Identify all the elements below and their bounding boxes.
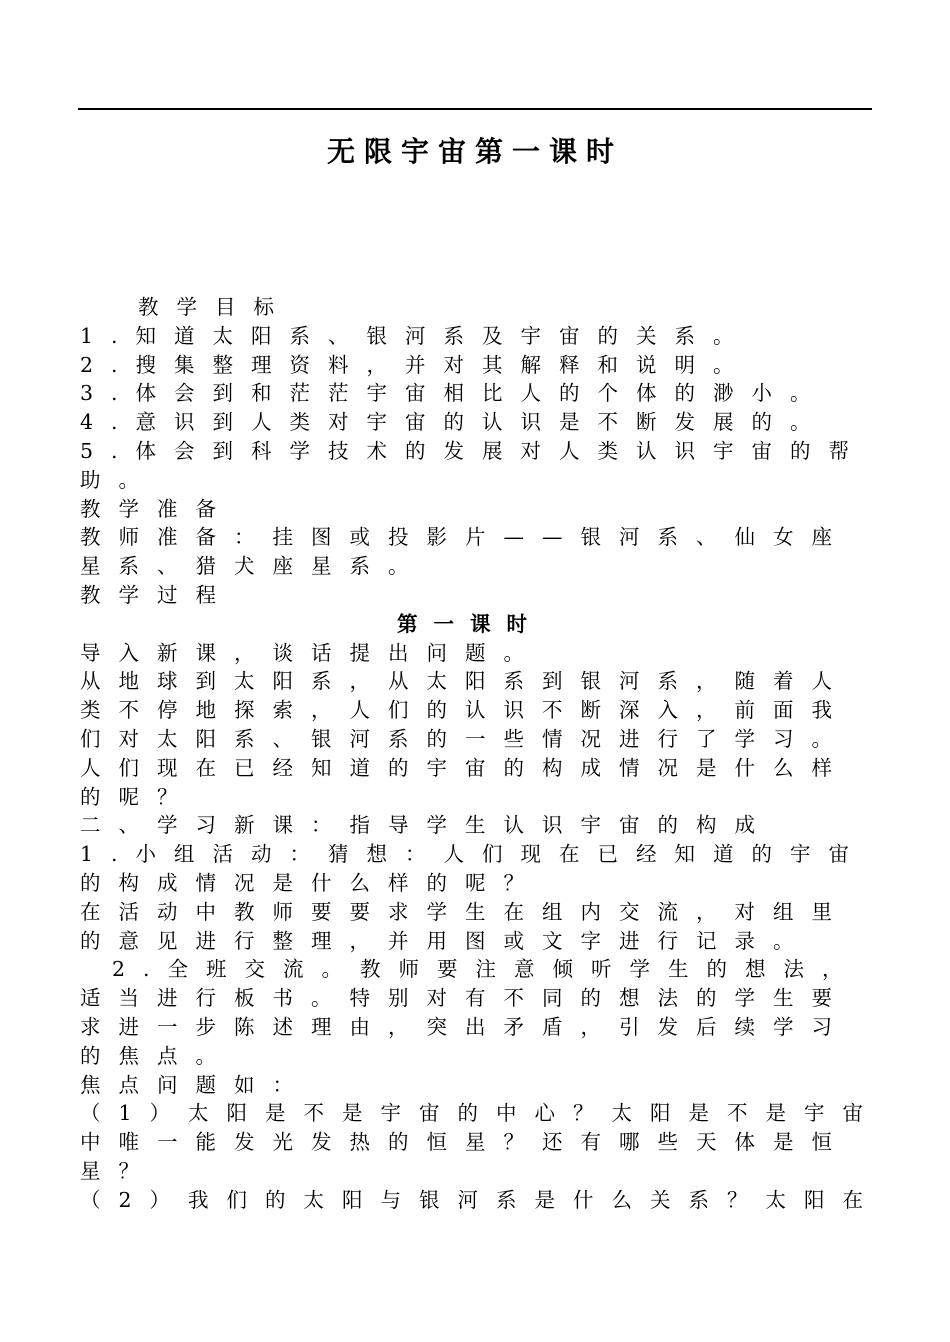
paragraph-line: 在活动中教师要要求学生在组内交流，对组里 — [80, 899, 850, 924]
paragraph-line: 人们现在已经知道的宇宙的构成情况是什么样 — [80, 755, 850, 780]
section-heading-preparation: 教学准备 — [80, 496, 234, 521]
objective-1: 1.知道太阳系、银河系及宇宙的关系。 — [80, 323, 752, 348]
header-rule — [78, 108, 872, 110]
paragraph-line: 星？ — [80, 1158, 157, 1183]
paragraph-line: 适当进行板书。特别对有不同的想法的学生要 — [80, 986, 850, 1011]
objective-2: 2.搜集整理资料，并对其解释和说明。 — [80, 352, 752, 377]
paragraph-line: 中唯一能发光发热的恒星？还有哪些天体是恒 — [80, 1130, 850, 1155]
paragraph-line: 的呢？ — [80, 784, 196, 809]
objective-5: 5.体会到科学技术的发展对人类认识宇宙的帮 — [80, 438, 868, 463]
objective-5-cont: 助。 — [80, 467, 157, 492]
objective-4: 4.意识到人类对宇宙的认识是不断发展的。 — [80, 410, 829, 435]
paragraph-line: 的焦点。 — [80, 1043, 234, 1068]
paragraph-line: 2.全班交流。教师要注意倾听学生的想法， — [112, 957, 861, 982]
teacher-preparation-cont: 星系、猎犬座星系。 — [80, 554, 427, 579]
paragraph-line: （2）我们的太阳与银河系是什么关系？太阳在 — [80, 1187, 882, 1212]
paragraph-line: 的构成情况是什么样的呢？ — [80, 870, 542, 895]
document-body — [80, 293, 882, 1215]
paragraph-line: 们对太阳系、银河系的一些情况进行了学习。 — [80, 726, 850, 751]
page-title: 无限宇宙第一课时 — [326, 135, 623, 168]
paragraph-line: 类不停地探索，人们的认识不断深入，前面我 — [80, 698, 850, 723]
section-heading-process: 教学过程 — [80, 582, 234, 607]
paragraph-line: 导入新课，谈话提出问题。 — [80, 640, 542, 665]
paragraph-line: 1.小组活动：猜想：人们现在已经知道的宇宙 — [80, 842, 868, 867]
paragraph-line: 焦点问题如： — [80, 1072, 311, 1097]
lesson-heading: 第一课时 — [397, 611, 543, 636]
section-heading-new-lesson: 二、学习新课：指导学生认识宇宙的构成 — [80, 813, 773, 838]
paragraph-line: 的意见进行整理，并用图或文字进行记录。 — [80, 928, 812, 953]
objective-3: 3.体会到和茫茫宇宙相比人的个体的渺小。 — [80, 381, 829, 406]
teacher-preparation: 教师准备：挂图或投影片——银河系、仙女座 — [80, 525, 850, 550]
section-heading-objectives: 教学目标 — [138, 295, 292, 319]
paragraph-line: 从地球到太阳系，从太阳系到银河系，随着人 — [80, 669, 850, 694]
paragraph-line: （1）太阳是不是宇宙的中心？太阳是不是宇宙 — [80, 1101, 882, 1126]
paragraph-line: 求进一步陈述理由，突出矛盾，引发后续学习 — [80, 1014, 850, 1039]
